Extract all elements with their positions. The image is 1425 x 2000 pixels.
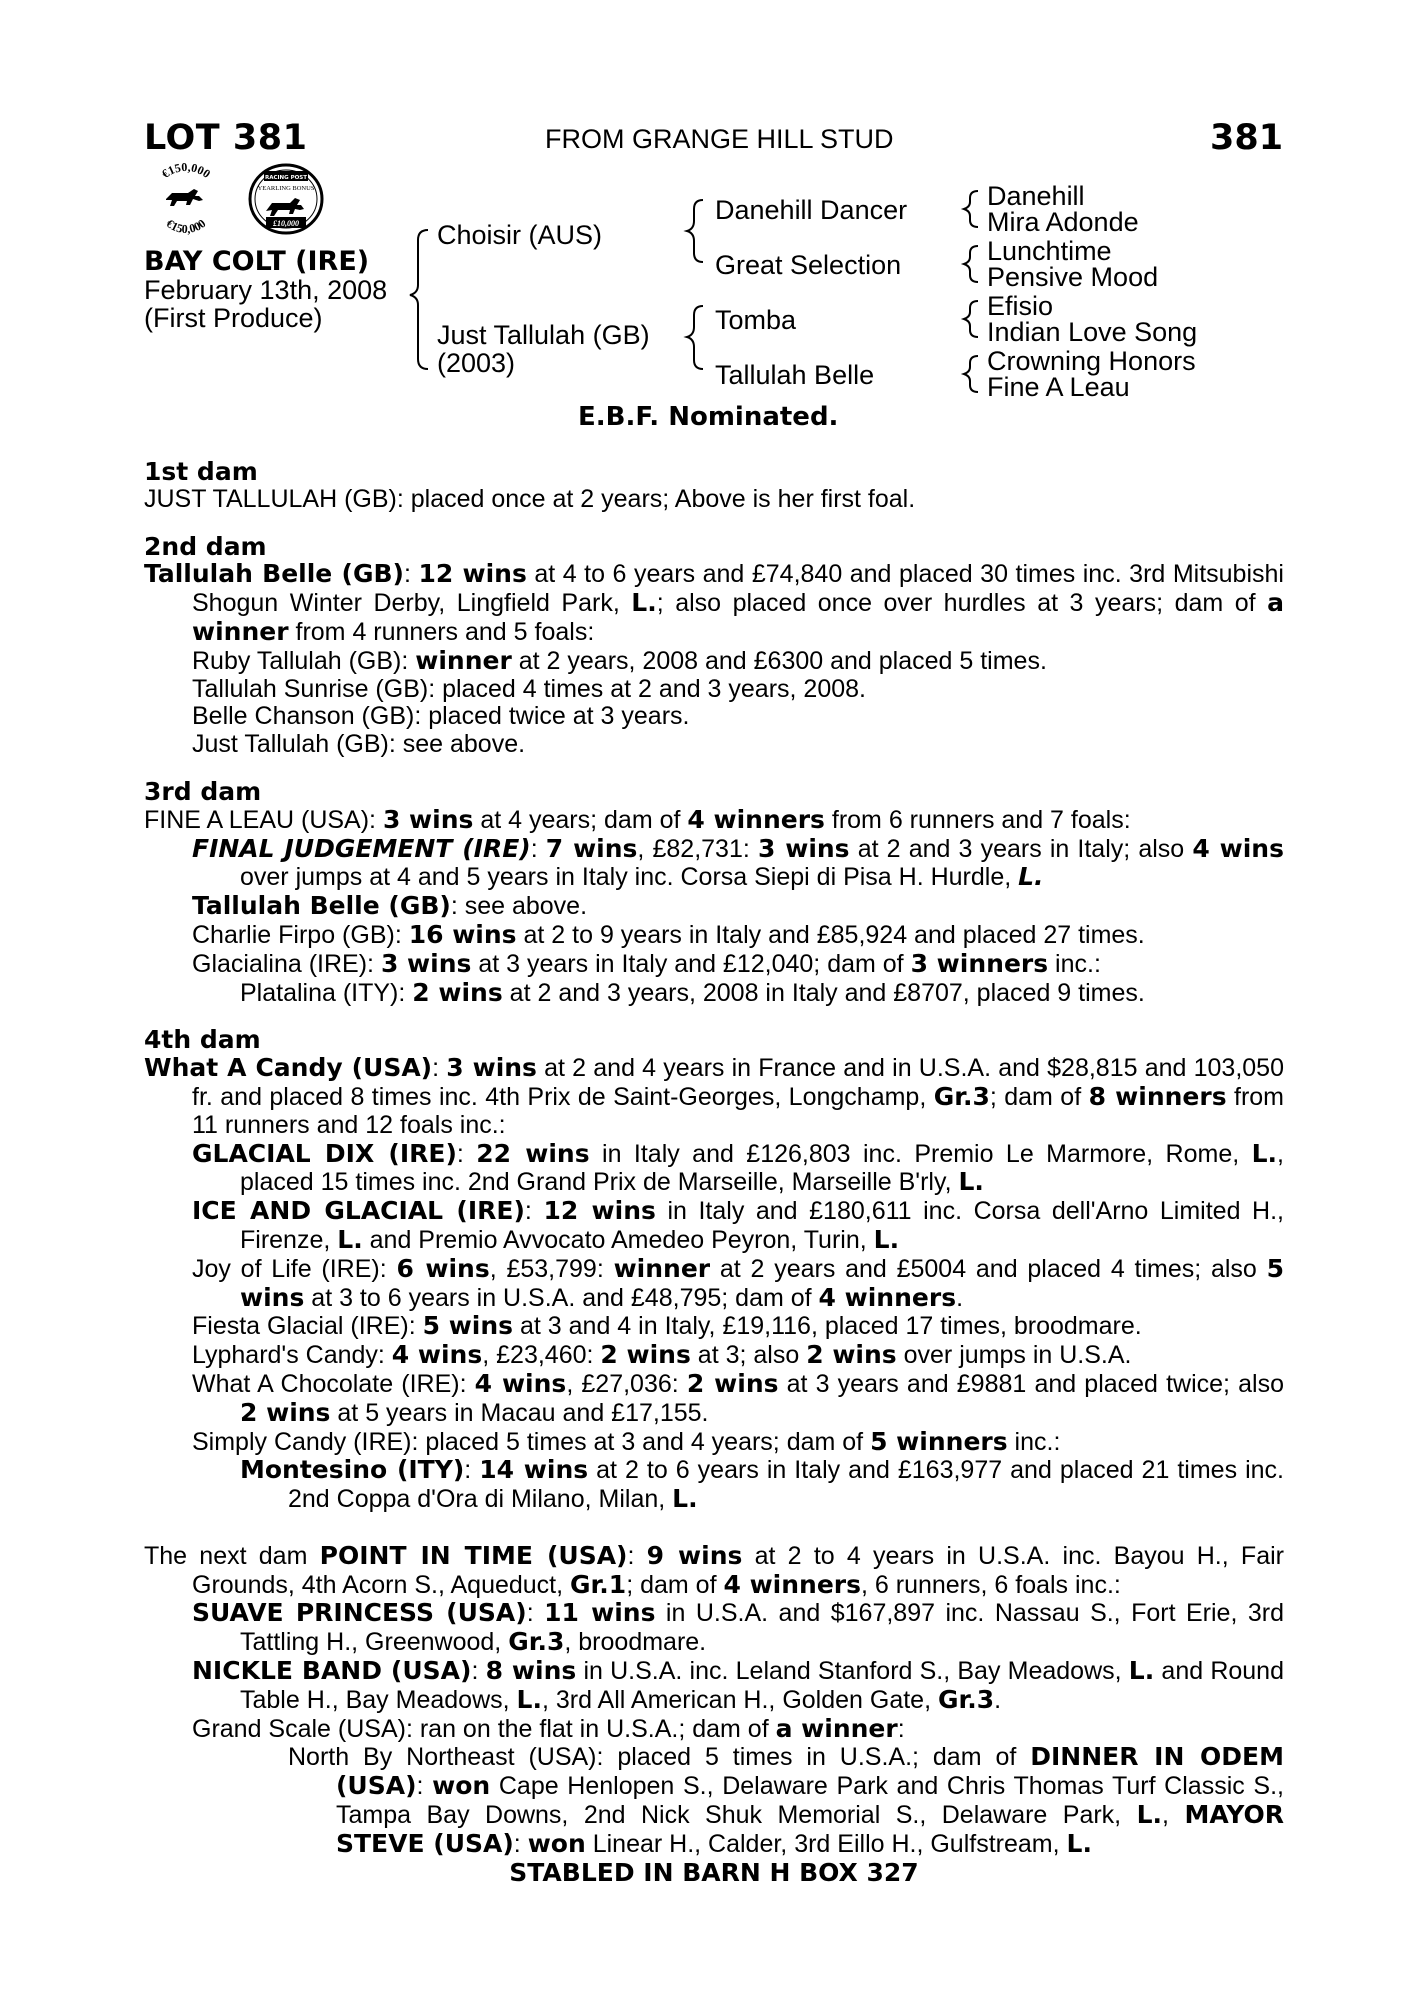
produce-entry: Platalina (ITY): 2 wins at 2 and 3 years, 2008 in Italy and £8707, placed 9 times.: [240, 977, 1145, 1007]
produce-entry: Belle Chanson (GB): placed twice at 3 years.: [192, 702, 690, 731]
pedigree-brackets: [0, 185, 1425, 410]
produce-entry: Grand Scale (USA): ran on the flat in U.S.A.; dam of a winner:: [192, 1713, 905, 1743]
stabling-location: STABLED IN BARN H BOX 327: [509, 1857, 919, 1887]
svg-text:€150,000: [159, 163, 213, 181]
g3-ancestor: Crowning Honors: [987, 346, 1196, 376]
produce-entry: FINAL JUDGEMENT (IRE): 7 wins, £82,731: 3 wins at 2 and 3 years in Italy; also 4 wins over jumps at 4 and 5 years in Italy inc. Corsa Siepi di Pisa H. Hurdle, L.: [192, 833, 1284, 892]
produce-entry: SUAVE PRINCESS (USA): 11 wins in U.S.A. and $167,897 inc. Nassau S., Fort Erie, 3rd Tattling H., Greenwood, Gr.3, broodmare.: [192, 1598, 1285, 1657]
dam-dam: Tallulah Belle: [715, 360, 875, 390]
produce-entry: Joy of Life (IRE): 6 wins, £53,799: winner at 2 years and £5004 and placed 4 times; also 5 wins at 3 to 6 years in U.S.A. and £48,795; dam of 4 winners.: [192, 1253, 1285, 1312]
produce-entry: Montesino (ITY): 14 wins at 2 to 6 years in Italy and £163,977 and placed 21 times inc. 2nd Coppa d'Ora di Milano, Milan, L.: [240, 1455, 1284, 1514]
section-heading: 4th dam: [144, 1025, 261, 1055]
pedigree-chart: [0, 181, 1425, 410]
next-dam-entry: The next dam POINT IN TIME (USA): 9 wins at 2 to 4 years in U.S.A. inc. Bayou H., Fair Grounds, 4th Acorn S., Aqueduct, Gr.1; dam of 4 winners, 6 runners, 6 foals inc.:: [144, 1540, 1284, 1599]
produce-entry: Just Tallulah (GB): see above.: [192, 730, 526, 759]
ebf-nomination: E.B.F. Nominated.: [578, 402, 839, 432]
dam: Just Tallulah (GB): [437, 320, 650, 350]
g3-ancestor: Pensive Mood: [987, 262, 1159, 292]
second-dam-entry: Tallulah Belle (GB): 12 wins at 4 to 6 years and £74,840 and placed 30 times inc. 3rd Mitsubishi Shogun Winter Derby, Lingfield Park, L.; also placed once over hurdles at 3 years; dam of a winner from 4 runners and 5 foals:: [144, 559, 1284, 646]
bonus-ring-top-text: €150,000: [158, 163, 214, 181]
produce-entry: Tallulah Belle (GB): see above.: [192, 891, 588, 921]
produce-entry: Lyphard's Candy: 4 wins, £23,460: 2 wins at 3; also 2 wins over jumps in U.S.A.: [192, 1340, 1132, 1370]
sire-sire: Danehill Dancer: [715, 195, 908, 225]
produce-entry: Fiesta Glacial (IRE): 5 wins at 3 and 4 in Italy, £19,116, placed 17 times, broodmare.: [192, 1311, 1142, 1341]
dam-year: (2003): [437, 348, 516, 378]
lot-title: LOT 381: [144, 118, 308, 158]
produce-entry: Tallulah Sunrise (GB): placed 4 times at 2 and 3 years, 2008.: [192, 674, 866, 703]
yearling-bonus-sub: YEARLING BONUS: [257, 185, 315, 192]
produce-entry: North By Northeast (USA): placed 5 times in U.S.A.; dam of DINNER IN ODEM (USA): won Cape Henlopen S., Delaware Park and Chris Thomas Turf Classic S., Tampa Bay Downs, 2nd Nick Shuk Memorial S., Delaware Park, L., MAYOR STEVE (USA): won Linear H., Calder, 3rd Eillo H., Gulfstream, L.: [288, 1742, 1284, 1858]
sire-dam: Great Selection: [715, 250, 902, 280]
produce-entry: Charlie Firpo (GB): 16 wins at 2 to 9 years in Italy and £85,924 and placed 27 times.: [192, 919, 1145, 949]
produce-entry: Ruby Tallulah (GB): winner at 2 years, 2008 and £6300 and placed 5 times.: [192, 645, 1047, 675]
g3-ancestor: Efisio: [987, 291, 1054, 321]
g3-ancestor: Mira Adonde: [987, 207, 1139, 237]
horse-name: BAY COLT (IRE): [144, 246, 370, 277]
section-heading: 2nd dam: [144, 531, 267, 561]
yearling-bonus-title: RACING POST: [264, 175, 308, 181]
foaling-date: February 13th, 2008: [144, 275, 388, 305]
dam-sire: Tomba: [715, 305, 797, 335]
produce-entry: What A Chocolate (IRE): 4 wins, £27,036: 2 wins at 3 years and £9881 and placed twice; also 2 wins at 5 years in Macau and £17,155.: [192, 1368, 1284, 1427]
g3-ancestor: Danehill: [987, 181, 1085, 211]
sire: Choisir (AUS): [437, 220, 603, 250]
g3-ancestor: Lunchtime: [987, 236, 1112, 266]
produce-entry: ICE AND GLACIAL (IRE): 12 wins in Italy and £180,611 inc. Corsa dell'Arno Limited H., Firenze, L. and Premio Avvocato Amedeo Peyron, Turin, L.: [192, 1196, 1284, 1254]
produce-entry: Simply Candy (IRE): placed 5 times at 3 and 4 years; dam of 5 winners inc.:: [192, 1426, 1061, 1456]
section-heading: 3rd dam: [144, 776, 262, 806]
produce-entry: NICKLE BAND (USA): 8 wins in U.S.A. inc. Leland Stanford S., Bay Meadows, L. and Round Table H., Bay Meadows, L., 3rd All American H., Golden Gate, Gr.3.: [192, 1656, 1284, 1714]
catalogue-body: [144, 458, 1284, 1886]
g3-ancestor: Fine A Leau: [987, 372, 1130, 402]
g3-ancestor: Indian Love Song: [987, 317, 1198, 347]
produce-note: (First Produce): [144, 303, 323, 333]
produce-entry: Glacialina (IRE): 3 wins at 3 years in Italy and £12,040; dam of 3 winners inc.:: [192, 948, 1101, 978]
section-heading: 1st dam: [144, 457, 258, 486]
lot-number: 381: [1210, 118, 1284, 158]
first-dam-text: JUST TALLULAH (GB): placed once at 2 years; Above is her first foal.: [144, 484, 916, 513]
fourth-dam-entry: What A Candy (USA): 3 wins at 2 and 4 years in France and in U.S.A. and $28,815 and 103,050 fr. and placed 8 times inc. 4th Prix de Saint-Georges, Longchamp, Gr.3; dam of 8 winners from 11 runners and 12 foals inc.:: [144, 1053, 1284, 1139]
bonus-ring-bottom-text: €150,000: [163, 216, 209, 235]
consignor: FROM GRANGE HILL STUD: [545, 124, 894, 154]
yearling-bonus-amount: £10,000: [273, 219, 299, 228]
produce-entry: GLACIAL DIX (IRE): 22 wins in Italy and £126,803 inc. Premio Le Marmore, Rome, L., placed 15 times inc. 2nd Grand Prix de Marseille, Marseille B'rly, L.: [192, 1138, 1284, 1197]
third-dam-entry: FINE A LEAU (USA): 3 wins at 4 years; dam of 4 winners from 6 runners and 7 foals:: [144, 804, 1131, 834]
